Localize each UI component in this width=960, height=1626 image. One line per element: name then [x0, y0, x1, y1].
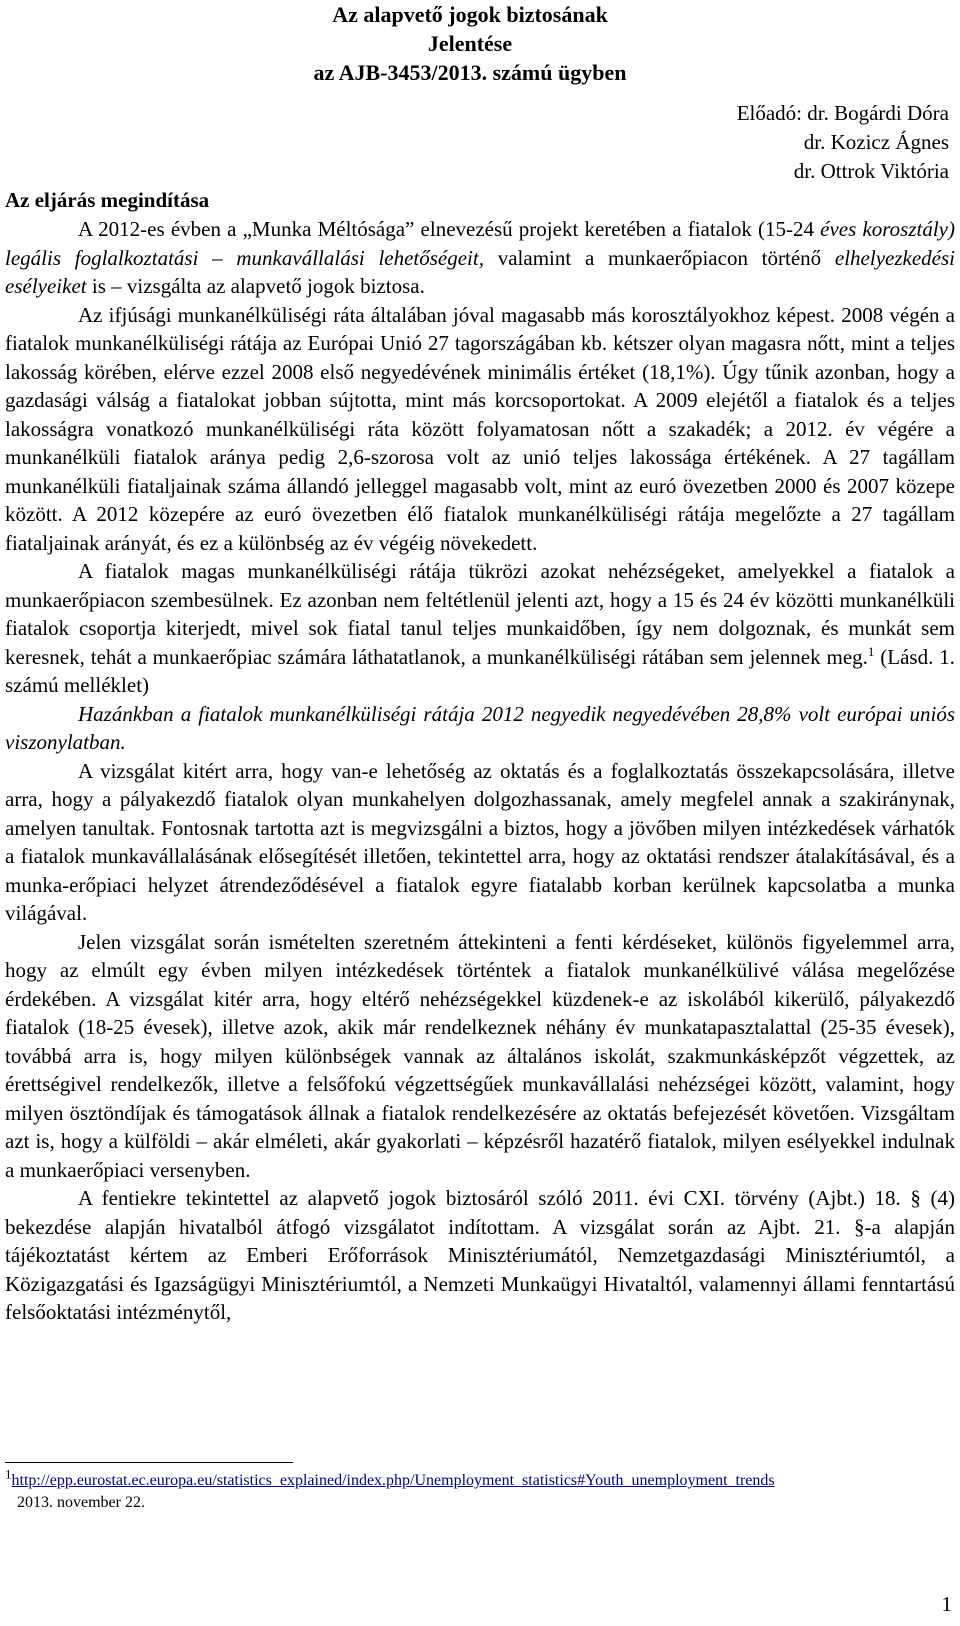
- author-line-1: Előadó: dr. Bogárdi Dóra: [736, 101, 949, 125]
- footnote-separator: [5, 1462, 293, 1463]
- paragraph-1-part-a: A 2012-es évben a „Munka Méltósága” elnevezésű projekt keretében a fiatalok (15-24: [78, 217, 821, 241]
- title-line-2: Jelentése: [427, 31, 513, 56]
- footnote: [5, 1466, 775, 1514]
- authors-block: [5, 99, 955, 186]
- paragraph-2: Az ifjúsági munkanélküliségi ráta általában jóval magasabb más korosztályokhoz képest. 2008 végén a fiatalok munkanélküliségi rátája az Európai Unió 27 tagországában kb. kétszer olyan magasra nőtt, mint a teljes lakosság körében, elérve ezzel 2008 első negyedévének minimális értéket (18,1%). Úgy tűnik azonban, hogy a gazdasági válság a fiatalokat jobban sújtotta, mint más korcsoportokat. A 2009 elejétől a fiatalok és a teljes lakosságra vonatkozó munkanélküliségi ráta között folyamatosan nőtt a szakadék; a 2012. év végére a munkanélküli fiatalok aránya pedig 2,6-szorosa volt az unió teljes lakossága értékének. A 27 tagállam munkanélküli fiataljainak száma állandó jelleggel magasabb volt, mint az euró övezetben 2000 és 2007 közepe között. A 2012 közepére az euró övezetben élő fiatalok munkanélküliségi rátája megelőzte a 27 tagállam fiataljainak arányát, és ez a különbség az év végéig növekedett.: [5, 302, 955, 555]
- paragraph-3: [5, 557, 955, 700]
- footnote-link[interactable]: http://epp.eurostat.ec.europa.eu/statistics_explained/index.php/Unemployment_statistics#Youth_unemployment_trends: [11, 1472, 775, 1489]
- paragraph-1-italic-d: elhelyezkedési esélyeiket: [5, 245, 955, 298]
- footnote-date: 2013. november 22.: [17, 1494, 145, 1511]
- document-title: [5, 0, 955, 87]
- paragraph-3-part-b: (Lásd. 1. számú melléklet): [5, 644, 955, 697]
- document-page: [5, 0, 955, 1327]
- author-line-2: dr. Kozicz Ágnes: [803, 130, 949, 154]
- paragraph-7: A fentiekre tekintettel az alapvető jogok biztosáról szóló 2011. évi CXI. törvény (Ajbt.) 18. § (4) bekezdése alapján hivatalból átfogó vizsgálatot indítottam. A vizsgálat során az Ajbt. 21. §-a alapján tájékoztatást kértem az Emberi Erőforrások Minisztériumától, Nemzetgazdasági Minisztériumtól, a Közigazgatási és Igazságügyi Minisztériumtól, a Nemzeti Munkaügyi Hivataltól, valamennyi állami fenntartású felsőoktatási intézménytől,: [5, 1186, 955, 1324]
- footnote-reference[interactable]: 1: [867, 643, 875, 659]
- paragraph-6: Jelen vizsgálat során ismételten szeretném áttekinteni a fenti kérdéseket, különös figyelemmel arra, hogy az elmúlt egy évben milyen intézkedések történtek a fiatalok munkanélkülivé válása megelőzése érdekében. A vizsgálat kitér arra, hogy eltérő nehézségekkel küzdenek-e az iskolából kikerülő, pályakezdő fiatalok (18-25 évesek), illetve azok, akik már rendelkeznek néhány év munkatapasztalattal (25-35 évesek), továbbá arra is, hogy milyen különbségek vannak az általános iskolát, szakmunkásképzőt végzettek, az érettségivel rendelkezők, illetve a felsőfokú végzettségűek munkavállalási nehézségei között, valamint, hogy milyen ösztöndíjak és támogatások állnak a fiatalok rendelkezésére az oktatás befejezését követően. Vizsgáltam azt is, hogy a külföldi – akár elméleti, akár gyakorlati – képzésről hazatérő fiatalok, milyen esélyekkel indulnak a munkaerőpiaci versenyben.: [5, 929, 955, 1182]
- page-number: 1: [941, 1592, 952, 1616]
- title-line-3: az AJB-3453/2013. számú ügyben: [313, 60, 627, 85]
- paragraph-5: A vizsgálat kitért arra, hogy van-e lehetőség az oktatás és a foglalkoztatás összekapcsolására, illetve arra, hogy a pályakezdő fiatalok olyan munkahelyen dolgozhassanak, amely megfelel annak a szakiránynak, amelyen tanultak. Fontosnak tartotta azt is megvizsgálni a biztos, hogy a jövőben milyen intézkedések várhatók a fiatalok munkavállalásának elősegítését illetően, tekintettel arra, hogy az oktatási rendszer átalakításával, és a munka-erőpiaci helyzet átrendeződésével a fiatalok egyre fiatalabb korban kerülnek kapcsolatba a munka világával.: [5, 758, 955, 925]
- paragraph-4-italic: [5, 700, 955, 757]
- footnote-marker: 1: [5, 1466, 12, 1482]
- paragraph-1-italic-b: éves korosztály) legális foglalkoztatási – munkavállalási lehetőségeit,: [5, 217, 955, 270]
- section-heading: Az eljárás megindítása: [5, 188, 210, 212]
- paragraph-4-text: Hazánkban a fiatalok munkanélküliségi rátája 2012 negyedik negyedévében 28,8% volt európai uniós viszonylatban.: [5, 701, 955, 754]
- author-line-3: dr. Ottrok Viktória: [793, 159, 949, 183]
- paragraph-3-part-a: A fiatalok magas munkanélküliségi rátája tükrözi azokat nehézségeket, amelyekkel a fiatalok a munkaerőpiacon szembesülnek. Ez azonban nem feltétlenül jelenti azt, hogy a 15 és 24 év közötti munkanélküli fiatalok csoportja kiterjedt, mivel sok fiatal tanul teljes munkaidőben, így nem dolgoznak, és munkát sem keresnek, tehát a munkaerőpiac számára láthatatlanok, a munkanélküliségi rátában sem jelennek meg.: [5, 559, 955, 669]
- paragraph-1-part-c: valamint a munkaerőpiacon történő: [483, 245, 835, 270]
- paragraph-1: [5, 215, 955, 301]
- title-line-1: Az alapvető jogok biztosának: [332, 2, 608, 27]
- paragraph-1-part-e: is – vizsgálta az alapvető jogok biztosa.: [86, 274, 425, 298]
